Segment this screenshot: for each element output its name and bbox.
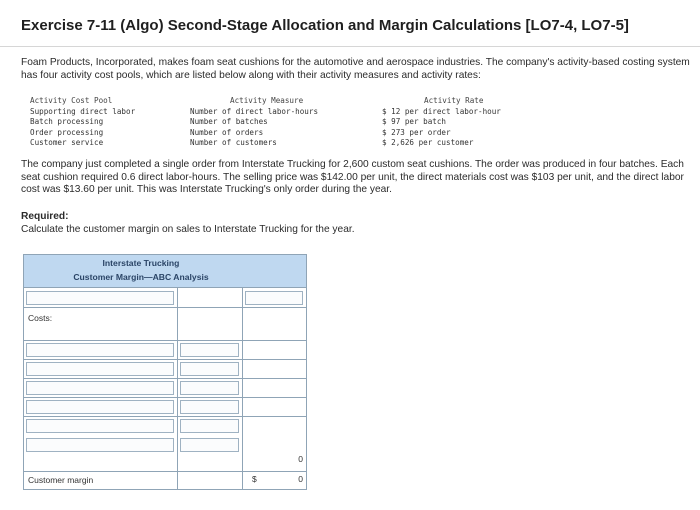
cost-amount-input[interactable] bbox=[180, 400, 239, 414]
sales-label-input[interactable] bbox=[26, 291, 174, 305]
row-divider bbox=[24, 471, 306, 472]
cost-amount-input[interactable] bbox=[180, 419, 239, 433]
grid-title-analysis: Customer Margin—ABC Analysis bbox=[73, 272, 209, 282]
header-rate: Activity Rate bbox=[424, 96, 484, 105]
cost-amount-input[interactable] bbox=[180, 362, 239, 376]
activity-measure: Number of direct labor-hours bbox=[190, 106, 319, 116]
cost-pool: Order processing bbox=[30, 127, 104, 137]
activity-rate: $ 273 per order bbox=[382, 127, 451, 137]
header-measure: Activity Measure bbox=[230, 96, 304, 105]
cost-label-input[interactable] bbox=[26, 438, 174, 452]
customer-margin-grid bbox=[23, 254, 307, 490]
column-divider bbox=[242, 287, 243, 489]
cost-pool: Supporting direct labor bbox=[30, 106, 136, 116]
row-divider bbox=[24, 340, 306, 341]
activity-rate: $ 12 per direct labor-hour bbox=[382, 106, 501, 116]
row-divider bbox=[24, 359, 306, 360]
cost-amount-input[interactable] bbox=[180, 438, 239, 452]
costs-label: Costs: bbox=[28, 313, 53, 323]
cost-label-input[interactable] bbox=[26, 362, 174, 376]
row-divider bbox=[24, 307, 306, 308]
activity-measure: Number of customers bbox=[190, 138, 277, 147]
grid-title-company: Interstate Trucking bbox=[102, 258, 180, 268]
sales-amount-input[interactable] bbox=[245, 291, 303, 305]
grid-header bbox=[24, 255, 306, 288]
title-divider bbox=[0, 46, 700, 47]
cost-amount-input[interactable] bbox=[180, 343, 239, 357]
order-paragraph: The company just completed a single order from Interstate Trucking for 2,600 custom seat cushions. The order was produced in four batches. Each seat cushion required 0.6 direct labor-hours. The selling price was $142.00 per unit, the direct materials cost was $103 per unit, and the direct labor cost was $13.60 per unit. This was Interstate Trucking's only order during the year. bbox=[21, 159, 684, 195]
cost-amount-input[interactable] bbox=[180, 381, 239, 395]
activity-rate: $ 97 per batch bbox=[382, 117, 447, 126]
required-heading: Required: bbox=[21, 211, 69, 222]
required-text: Calculate the customer margin on sales to Interstate Trucking for the year. bbox=[21, 224, 355, 235]
total-costs-value: 0 bbox=[298, 454, 303, 464]
intro-paragraph: Foam Products, Incorporated, makes foam seat cushions for the automotive and aerospace industries. The company's activity-based costing system has four activity cost pools, which are listed below along with their activity measures and activity rates: bbox=[21, 57, 690, 81]
row-divider bbox=[24, 378, 306, 379]
activity-measure: Number of orders bbox=[190, 127, 264, 137]
currency-symbol: $ bbox=[252, 474, 257, 484]
cost-pool: Customer service bbox=[30, 138, 104, 147]
activity-measure: Number of batches bbox=[190, 117, 268, 126]
cost-pool: Batch processing bbox=[30, 117, 104, 126]
cost-label-input[interactable] bbox=[26, 381, 174, 395]
cost-label-input[interactable] bbox=[26, 419, 174, 433]
page-title: Exercise 7-11 (Algo) Second-Stage Allocation and Margin Calculations [LO7-4, LO7-5] bbox=[21, 17, 629, 34]
customer-margin-label: Customer margin bbox=[28, 475, 94, 485]
header-cost-pool: Activity Cost Pool bbox=[30, 96, 113, 105]
cost-label-input[interactable] bbox=[26, 400, 174, 414]
column-divider bbox=[177, 287, 178, 489]
cost-label-input[interactable] bbox=[26, 343, 174, 357]
row-divider bbox=[24, 416, 306, 417]
customer-margin-value: 0 bbox=[298, 474, 303, 484]
row-divider bbox=[24, 397, 306, 398]
activity-rate: $ 2,626 per customer bbox=[382, 138, 474, 147]
